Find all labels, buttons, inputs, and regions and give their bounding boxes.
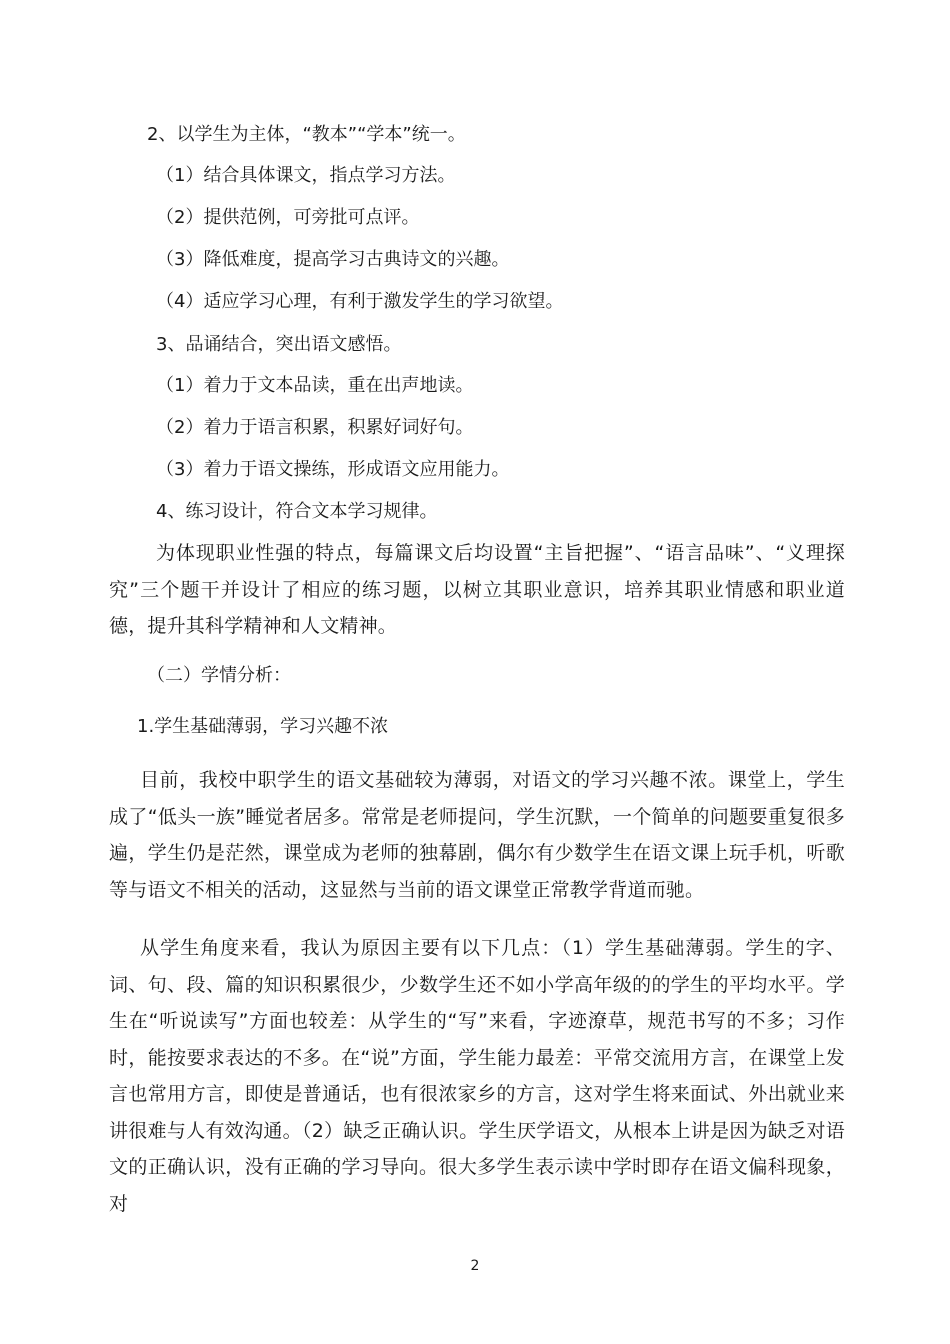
paragraph-reasons: 从学生角度来看，我认为原因主要有以下几点：（1）学生基础薄弱。学生的字、词、句、段、篇的知识积累很少，少数学生还不如小学高年级的的学生的平均水平。学生在“听说读写”方面也较差：从学生的“写”来看，字迹潦草，规范书写的不多；习作时，能按要求表达的不多。在“说”方面，学生能力最差：平常交流用方言，在课堂上发言也常用方言，即使是普通话，也有很浓家乡的方言，这对学生将来面试、外出就业来讲很难与人有效沟通。（2）缺乏正确认识。学生厌学语文，从根本上讲是因为缺乏对语文的正确认识，没有正确的学习导向。很大多学生表示读中学时即存在语文偏科现象，对	[109, 937, 845, 1215]
subheading-weak-foundation: 1.学生基础薄弱，学习兴趣不浓	[137, 716, 389, 737]
heading-item-2: 2、以学生为主体，“教本”“学本”统一。	[147, 124, 466, 145]
page-number: 2	[470, 1258, 480, 1274]
list-item: （3）着力于语文操练，形成语文应用能力。	[156, 459, 510, 480]
list-item: （4）适应学习心理，有利于激发学生的学习欲望。	[156, 291, 564, 312]
paragraph-current-status: 目前，我校中职学生的语文基础较为薄弱，对语文的学习兴趣不浓。课堂上，学生成了“低头一族”睡觉者居多。常常是老师提问，学生沉默，一个简单的问题要重复很多遍，学生仍是茫然，课堂成为老师的独幕剧，偶尔有少数学生在语文课上玩手机，听歌等与语文不相关的活动，这显然与当前的语文课堂正常教学背道而驰。	[109, 769, 845, 901]
list-item: （2）提供范例，可旁批可点评。	[156, 207, 420, 228]
heading-item-4: 4、练习设计，符合文本学习规律。	[156, 501, 438, 522]
list-item: （3）降低难度，提高学习古典诗文的兴趣。	[156, 249, 510, 270]
list-item: （1）着力于文本品读，重在出声地读。	[156, 375, 474, 396]
list-item: （1）结合具体课文，指点学习方法。	[156, 165, 456, 186]
heading-item-3: 3、品诵结合，突出语文感悟。	[156, 334, 402, 355]
list-item: （2）着力于语言积累，积累好词好句。	[156, 417, 474, 438]
section-heading-learning-analysis: （二）学情分析：	[147, 665, 291, 686]
paragraph-exercise-design: 为体现职业性强的特点，每篇课文后均设置“主旨把握”、“语言品味”、“义理探究”三个题干并设计了相应的练习题，以树立其职业意识，培养其职业情感和职业道德，提升其科学精神和人文精神。	[109, 542, 845, 637]
